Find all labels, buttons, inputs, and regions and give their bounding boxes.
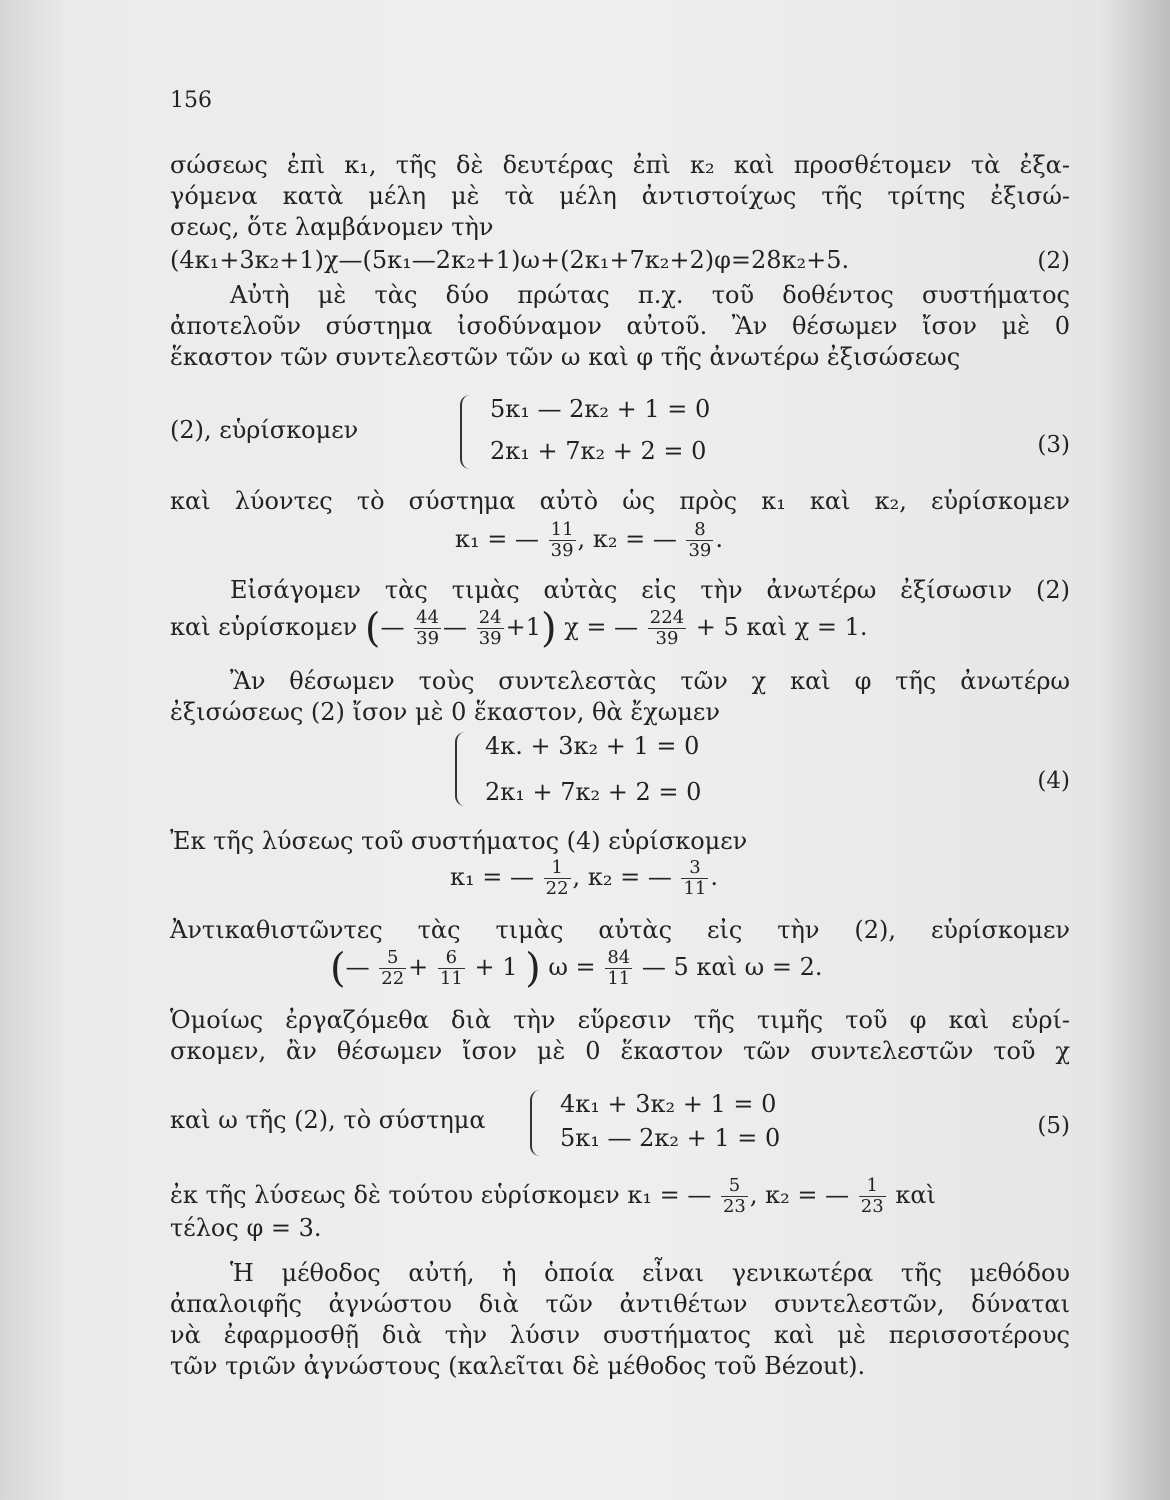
k2-label: κ₂ = — xyxy=(587,863,672,891)
text-line: σκομεν, ἂν θέσωμεν ἴσον μὲ 0 ἕκαστον τῶν συντελεστῶν τοῦ χ xyxy=(170,1037,1070,1065)
end-mark: . xyxy=(710,863,719,891)
text-line: σώσεως ἐπὶ κ₁, τῆς δὲ δευτέρας ἐπὶ κ₂ καὶ προσθέτομεν τὰ ἐξα- xyxy=(170,151,1070,179)
solution-5-tail: καὶ xyxy=(895,1181,936,1209)
text-line: ἕκαστον τῶν συντελεστῶν τῶν ω καὶ φ τῆς ἀνωτέρω ἐξισώσεως xyxy=(170,343,961,371)
equation-x-lead: καὶ εὑρίσκομεν xyxy=(170,613,358,641)
denominator: 11 xyxy=(683,878,707,899)
separator: , xyxy=(572,863,581,891)
equation-omega xyxy=(330,945,823,992)
open-paren: ( xyxy=(330,945,346,992)
denominator: 39 xyxy=(550,540,574,561)
end-mark: . xyxy=(715,525,724,553)
k1-label: κ₁ = — xyxy=(450,863,534,891)
plus-sign: + xyxy=(408,953,429,981)
paragraph-9 xyxy=(170,1258,1070,1382)
denominator: 39 xyxy=(416,628,440,649)
equation-x-tail: + 5 καὶ χ = 1. xyxy=(695,613,868,641)
paragraph-4 xyxy=(170,575,1070,606)
fraction xyxy=(681,858,708,899)
brace-icon xyxy=(455,732,471,806)
numerator: 84 xyxy=(607,947,631,968)
text-line: νὰ ἐφαρμοσθῇ διὰ τὴν λύσιν συστήματος καὶ μὲ περισσοτέρους xyxy=(170,1321,1070,1349)
text-line: Ἡ μέθοδος αὐτή, ἡ ὁποία εἶναι γενικωτέρα τῆς μεθόδου xyxy=(230,1259,1070,1287)
text-line: τῶν τριῶν ἀγνώστους (καλεῖται δὲ μέθοδος τοῦ Bézout). xyxy=(170,1352,866,1380)
paragraph-5 xyxy=(170,666,1070,728)
equation-tag-4: (4) xyxy=(1037,768,1070,794)
paragraph-1 xyxy=(170,150,1070,243)
solution-3 xyxy=(455,520,723,561)
numerator: 1 xyxy=(859,1176,886,1197)
text-line: ἀποτελοῦν σύστημα ἰσοδύναμον αὐτοῦ. Ἂν θέσωμεν ἴσον μὲ 0 xyxy=(170,312,1070,340)
paragraph-7 xyxy=(170,915,1070,946)
paragraph-3 xyxy=(170,486,1070,517)
numerator: 3 xyxy=(681,858,708,879)
minus-sign: — xyxy=(443,613,468,641)
fraction xyxy=(477,608,504,649)
minus-sign: — xyxy=(380,613,405,641)
fraction xyxy=(414,608,441,649)
system-4 xyxy=(455,732,855,812)
fraction xyxy=(549,520,576,561)
denominator: 23 xyxy=(722,1196,746,1217)
text-line: ἀπαλοιφῆς ἀγνώστου διὰ τῶν ἀντιθέτων συντελεστῶν, δύναται xyxy=(170,1290,1070,1318)
system-5-eq2: 5κ₁ — 2κ₂ + 1 = 0 xyxy=(560,1124,781,1152)
paragraph-6 xyxy=(170,826,1070,857)
open-paren: ( xyxy=(364,605,381,652)
numerator: 44 xyxy=(416,607,440,628)
system-5-lead: καὶ ω τῆς (2), τὸ σύστημα xyxy=(170,1106,486,1134)
system-4-eq1: 4κ. + 3κ₂ + 1 = 0 xyxy=(485,732,700,760)
numerator: 5 xyxy=(379,948,406,969)
text-line: σεως, ὅτε λαμβάνομεν τὴν xyxy=(170,213,494,241)
solution-5-lead: ἐκ τῆς λύσεως δὲ τούτου εὑρίσκομεν κ₁ = — xyxy=(170,1181,712,1209)
fraction xyxy=(379,948,406,989)
brace-icon xyxy=(460,395,476,469)
text-line: ἐξισώσεως (2) ἴσον μὲ 0 ἕκαστον, θὰ ἔχωμεν xyxy=(170,698,720,726)
equation-x xyxy=(170,605,868,652)
minus-sign: — xyxy=(345,953,370,981)
denominator: 39 xyxy=(655,628,679,649)
text-line: Ἐκ τῆς λύσεως τοῦ συστήματος (4) εὑρίσκομεν xyxy=(170,827,748,855)
text-line: Αὐτὴ μὲ τὰς δύο πρώτας π.χ. τοῦ δοθέντος συστήματος xyxy=(230,281,1070,309)
close-paren: ) xyxy=(525,945,541,992)
equation-tag-5: (5) xyxy=(1037,1113,1070,1139)
denominator: 11 xyxy=(439,968,463,989)
k1-label: κ₁ = — xyxy=(455,525,539,553)
text-line: Ὁμοίως ἐργαζόμεθα διὰ τὴν εὕρεσιν τῆς τιμῆς τοῦ φ καὶ εὑρί- xyxy=(170,1006,1070,1034)
fraction xyxy=(438,948,465,989)
system-3-eq1: 5κ₁ — 2κ₂ + 1 = 0 xyxy=(490,395,711,423)
numerator: 6 xyxy=(438,948,465,969)
fraction xyxy=(686,520,713,561)
text-line: γόμενα κατὰ μέλη μὲ τὰ μέλη ἀντιστοίχως τῆς τρίτης ἐξισώ- xyxy=(170,182,1070,210)
text-line: καὶ λύοντες τὸ σύστημα αὐτὸ ὡς πρὸς κ₁ καὶ κ₂, εὑρίσκομεν xyxy=(170,487,1070,515)
close-paren: ) xyxy=(540,605,557,652)
solution-5-mid: , κ₂ = — xyxy=(749,1181,850,1209)
numerator: 224 xyxy=(649,607,685,628)
denominator: 11 xyxy=(607,968,631,989)
separator: , xyxy=(577,525,586,553)
equation-2: (4κ₁+3κ₂+1)χ—(5κ₁—2κ₂+1)ω+(2κ₁+7κ₂+2)φ=28κ₂+5. xyxy=(170,246,850,274)
k2-label: κ₂ = — xyxy=(592,525,677,553)
fraction xyxy=(721,1176,748,1217)
system-4-eq2: 2κ₁ + 7κ₂ + 2 = 0 xyxy=(485,778,702,806)
system-3 xyxy=(460,395,860,475)
denominator: 23 xyxy=(860,1196,884,1217)
numerator: 24 xyxy=(478,607,502,628)
denominator: 39 xyxy=(478,628,502,649)
page-number: 156 xyxy=(170,88,212,113)
paragraph-2 xyxy=(170,280,1070,373)
paragraph-8 xyxy=(170,1005,1070,1067)
solution-5 xyxy=(170,1176,936,1217)
system-3-eq2: 2κ₁ + 7κ₂ + 2 = 0 xyxy=(490,437,707,465)
system-3-lead: (2), εὑρίσκομεν xyxy=(170,416,359,444)
numerator: 11 xyxy=(550,519,574,540)
plus-one: +1 xyxy=(505,613,541,641)
text-line: Ἂν θέσωμεν τοὺς συντελεστὰς τῶν χ καὶ φ τῆς ἀνωτέρω xyxy=(230,667,1070,695)
fraction xyxy=(605,948,632,989)
denominator: 39 xyxy=(688,540,712,561)
equation-tag-2: (2) xyxy=(1037,248,1070,274)
text-line: Εἰσάγομεν τὰς τιμὰς αὐτὰς εἰς τὴν ἀνωτέρω ἐξίσωσιν (2) xyxy=(230,576,1070,604)
numerator: 8 xyxy=(686,520,713,541)
fraction xyxy=(648,608,686,649)
text-line: Ἀντικαθιστῶντες τὰς τιμὰς αὐτὰς εἰς τὴν (2), εὑρίσκομεν xyxy=(170,916,1070,944)
equation-omega-mid: ω = xyxy=(548,953,596,981)
solution-4 xyxy=(450,858,718,899)
system-5 xyxy=(530,1090,890,1160)
fraction xyxy=(544,858,571,899)
plus-one: + 1 xyxy=(474,953,518,981)
equation-omega-tail: — 5 καὶ ω = 2. xyxy=(641,953,823,981)
equation-tag-3: (3) xyxy=(1037,432,1070,458)
denominator: 22 xyxy=(381,968,405,989)
numerator: 1 xyxy=(544,858,571,879)
fraction xyxy=(859,1176,886,1217)
system-5-eq1: 4κ₁ + 3κ₂ + 1 = 0 xyxy=(560,1090,777,1118)
denominator: 22 xyxy=(545,878,569,899)
equation-x-mid: χ = — xyxy=(564,613,639,641)
solution-5-line2: τέλος φ = 3. xyxy=(170,1214,322,1242)
brace-icon xyxy=(530,1090,546,1156)
numerator: 5 xyxy=(721,1176,748,1197)
